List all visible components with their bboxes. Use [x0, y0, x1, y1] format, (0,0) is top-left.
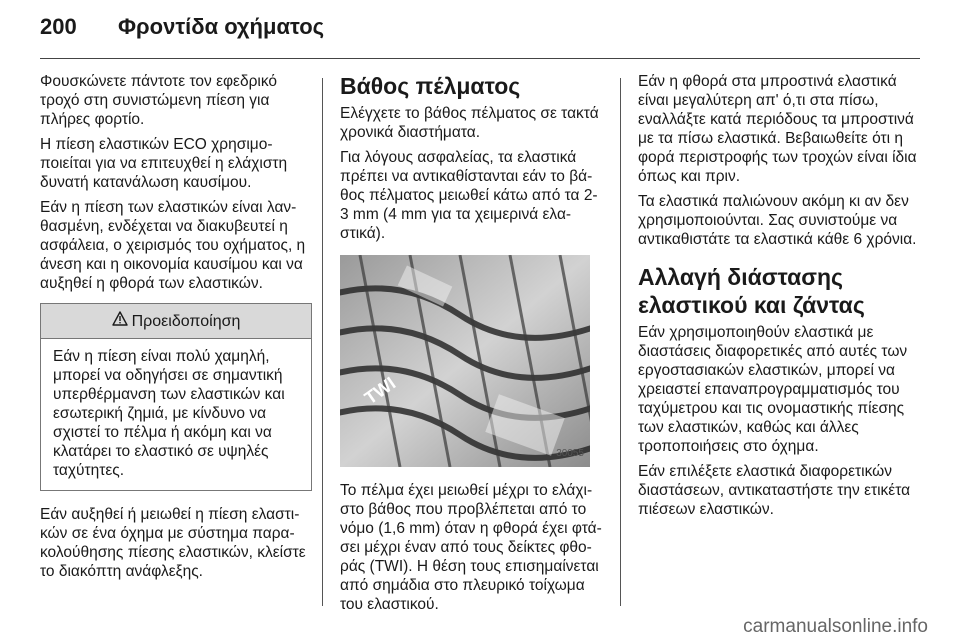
column-divider-1 [322, 78, 323, 606]
section-heading-size-change: Αλλαγή διάστασης ελαστικού και ζάντας [638, 264, 865, 318]
warning-text: Εάν η πίεση είναι πολύ χαμηλή, μπορεί να οδηγήσει σε σημαντική υπερθέρμανση των ελαστικών και εσωτερική ζημιά, με κίνδυνο να σχιστεί το πέλμα ή ακόμη και να κλατάρει το ελαστικό σε υψηλές ταχύτητες. [53, 348, 285, 479]
warning-title: Προειδοποίηση [131, 312, 241, 330]
paragraph-wrong-pressure: Εάν η πίεση των ελαστικών είναι λανθασμένη, ενδέχεται να διακυβευτεί η ασφάλεια, ο χειρισμός του οχήματος, η άνεση και η οικονομία καυσίμου και να αυξηθεί η φθορά των ελαστικών. [40, 199, 306, 292]
header-divider [40, 58, 920, 59]
column-2 [340, 72, 604, 620]
paragraph-replace-tires: Για λόγους ασφαλείας, τα ελαστικά πρέπει να αντικαθίστανται εάν το βάθος πέλματος μειωθεί κάτω από τα 2-3 mm (4 mm για τα χειμερινά ελαστικά). [340, 149, 598, 242]
paragraph-twi: Το πέλμα έχει μειωθεί μέχρι το ελάχιστο βάθος που προβλέπεται από το νόμο (1,6 mm) όταν η φθορά έχει φτάσει μέχρι έναν από τους δείκτες φθοράς (TWI). Η θέση τους επισημαίνεται από σημάδια στο πλευρικό τοίχωμα του ελαστικού. [340, 482, 602, 613]
column-3 [638, 72, 920, 525]
warning-header [41, 304, 311, 339]
paragraph-tpms: Εάν αυξηθεί ή μειωθεί η πίεση ελαστικών σε ένα όχημα με σύστημα παρακολούθησης πίεσης ελαστικών, κλείστε το διακόπτη ανάφλεξης. [40, 506, 306, 580]
watermark: carmanualsonline.info [743, 616, 928, 637]
tread-wear-figure [340, 255, 590, 467]
paragraph-spare-wheel: Φουσκώνετε πάντοτε τον εφεδρικό τροχό στη συνιστώμενη πίεση για πλήρες φορτίο. [40, 73, 278, 128]
page-title: Φροντίδα οχήματος [118, 14, 325, 39]
page-number: 200 [40, 14, 77, 39]
section-heading-tread-depth: Βάθος πέλματος [340, 73, 521, 99]
column-divider-2 [620, 78, 621, 606]
warning-triangle-icon [112, 311, 128, 331]
paragraph-different-sizes: Εάν χρησιμοποιηθούν ελαστικά με διαστάσεις διαφορετικές από αυτές των εργοστασιακών ελαστικών, μπορεί να χρειαστεί επαναπρογραμματισμός του ταχύμετρου και τις ονομαστικής πίεσης των ελαστικών, καθώς και άλλες τροποποιήσεις στο όχημα. [638, 324, 908, 455]
paragraph-eco-pressure: Η πίεση ελαστικών ECO χρησιμοποιείται για να επιτευχθεί η ελάχιστη δυνατή κατανάλωση καυσίμου. [40, 136, 288, 191]
paragraph-tire-age: Τα ελαστικά παλιώνουν ακόμη κι αν δεν χρησιμοποιούνται. Σας συνιστούμε να αντικαθιστάτε τα ελαστικά κάθε 6 χρόνια. [638, 193, 917, 248]
figure-code: 30055 [556, 448, 584, 459]
warning-box [40, 303, 312, 491]
paragraph-check-tread: Ελέγχετε το βάθος πέλματος σε τακτά χρονικά διαστήματα. [340, 105, 599, 141]
column-1 [40, 72, 312, 587]
paragraph-replace-label: Εάν επιλέξετε ελαστικά διαφορετικών διαστάσεων, αντικαταστήστε την ετικέτα πιέσεων ελαστικών. [638, 463, 911, 518]
paragraph-rotate-tires: Εάν η φθορά στα μπροστινά ελαστικά είναι μεγαλύτερη απ' ό,τι στα πίσω, εναλλάξτε κατά περιόδους τα μπροστινά με τα πίσω ελαστικά. Βεβαιωθείτε ότι η φορά περιστροφής των τροχών είναι ίδια όπως και πριν. [638, 73, 917, 185]
twi-label: TWI [360, 372, 400, 409]
tire-tread-illustration [340, 255, 590, 467]
